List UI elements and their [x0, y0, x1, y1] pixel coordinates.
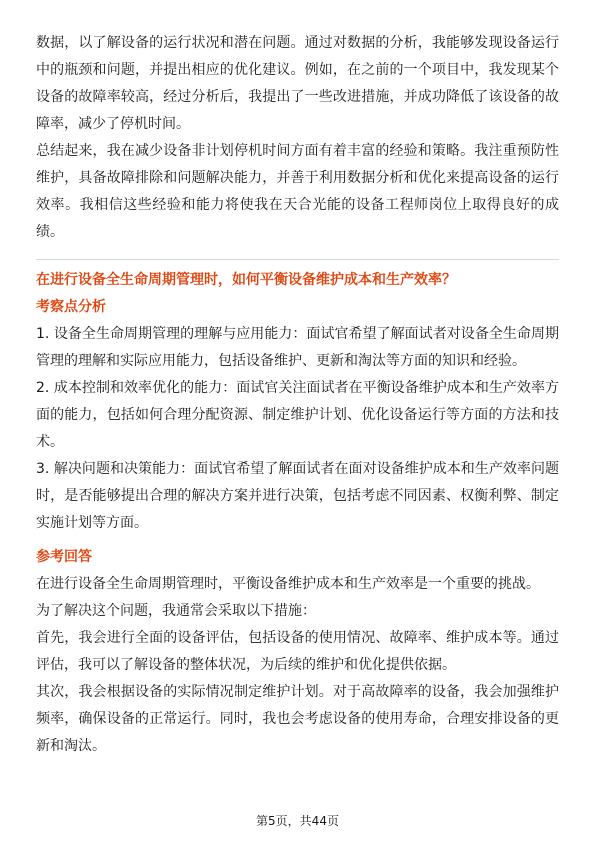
- answer-heading: 参考回答: [36, 549, 92, 565]
- answer-paragraph-2: 为了解决这个问题，我通常会采取以下措施：: [36, 603, 316, 619]
- analysis-point-3: 3. 解决问题和决策能力：面试官希望了解面试者在面对设备维护成本和生产效率问题时，是否能够提出合理的解决方案并进行决策，包括考虑不同因素、权衡利弊、制定实施计划等方面。: [36, 461, 559, 531]
- analysis-heading: 考察点分析: [36, 299, 106, 315]
- analysis-point-1: 1. 设备全生命周期管理的理解与应用能力：面试官希望了解面试者对设备全生命周期管理的理解和实际应用能力，包括设备维护、更新和淘汰等方面的知识和经验。: [36, 326, 559, 369]
- answer-paragraph-3: 首先，我会进行全面的设备评估，包括设备的使用情况、故障率、维护成本等。通过评估，我可以了解设备的整体状况，为后续的维护和优化提供依据。: [36, 630, 559, 673]
- interview-question: 在进行设备全生命周期管理时，如何平衡设备维护成本和生产效率？: [36, 272, 456, 288]
- document-page: [36, 30, 559, 760]
- analysis-point-2: 2. 成本控制和效率优化的能力：面试官关注面试者在平衡设备维护成本和生产效率方面的能力，包括如何合理分配资源、制定维护计划、优化设备运行等方面的方法和技术。: [36, 380, 559, 450]
- intro-paragraph-2: 总结起来，我在减少设备非计划停机时间方面有着丰富的经验和策略。我注重预防性维护，具备故障排除和问题解决能力，并善于利用数据分析和优化来提高设备的运行效率。我相信这些经验和能力将使我在天合光能的设备工程师岗位上取得良好的成绩。: [36, 143, 559, 240]
- spacer: [36, 537, 559, 544]
- page-number: 第5页，共44页: [256, 814, 339, 828]
- answer-paragraph-4: 其次，我会根据设备的实际情况制定维护计划。对于高故障率的设备，我会加强维护频率，确保设备的正常运行。同时，我也会考虑设备的使用寿命，合理安排设备的更新和淘汰。: [36, 684, 559, 754]
- section-divider: [36, 259, 559, 260]
- intro-paragraph-1: 数据，以了解设备的运行状况和潜在问题。通过对数据的分析，我能够发现设备运行中的瓶颈和问题，并提出相应的优化建议。例如，在之前的一个项目中，我发现某个设备的故障率较高，经过分析后，我提出了一些改进措施，并成功降低了该设备的故障率，减少了停机时间。: [36, 35, 559, 132]
- answer-paragraph-1: 在进行设备全生命周期管理时，平衡设备维护成本和生产效率是一个重要的挑战。: [36, 576, 540, 592]
